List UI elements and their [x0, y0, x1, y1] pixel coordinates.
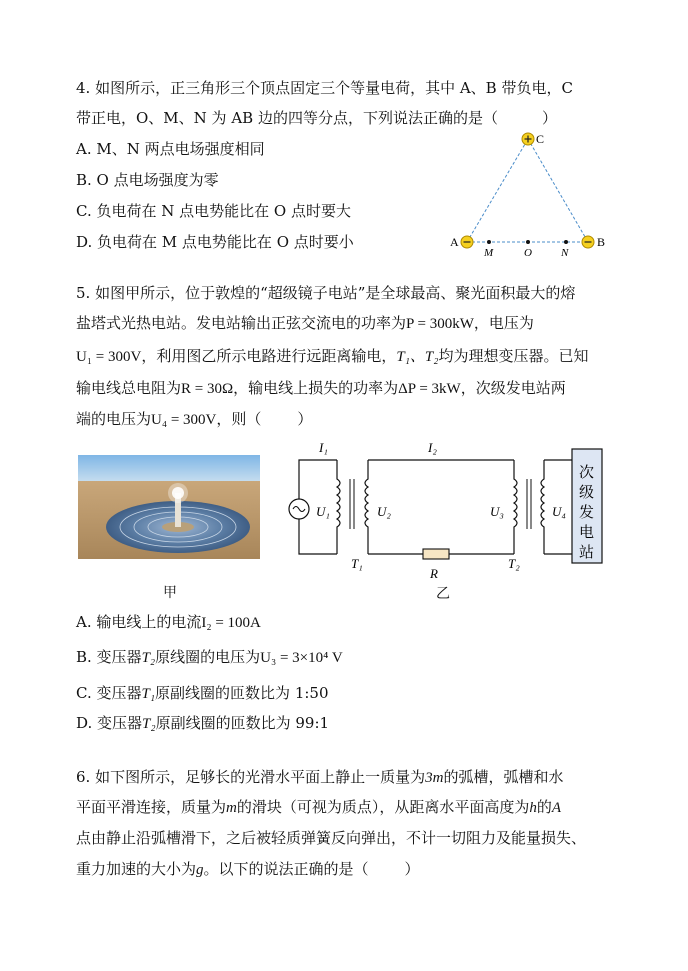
transformer-t2-core: [527, 479, 531, 529]
q5-text: 盐塔式光热电站。发电站输出正弦交流电的功率为: [76, 314, 407, 332]
q6-text: 6. 如下图所示，足够长的光滑水平面上静止一质量为: [76, 768, 426, 786]
q5-text: ，则（: [216, 410, 262, 428]
point-m: [487, 240, 491, 244]
q5-resistance-value: R = 30Ω: [181, 381, 234, 397]
label-b: B: [597, 235, 606, 249]
q5-stem-line1: 5. 如图甲所示，位于敦煌的“超级镜子电站”是全球最高、聚光面积最大的熔: [76, 284, 576, 302]
option-transformer: T₂: [141, 650, 156, 666]
q6-stem-line1: [76, 767, 563, 788]
q5-text: ，电压为: [473, 314, 534, 332]
label-t1: T₁: [351, 556, 363, 571]
label-i1: I₁: [319, 440, 328, 455]
option-text: 原副线圈的匝数比为 99:1: [155, 714, 330, 732]
q6-stem-line3: 点由静止沿弧槽滑下，之后被轻质弹簧反向弹出，不计一切阻力及能量损失、: [76, 829, 587, 847]
q4-option-d: D. 负电荷在 M 点电势能比在 O 点时要小: [76, 233, 354, 251]
label-r: R: [430, 566, 438, 581]
label-u3: U₃: [490, 504, 504, 519]
q6-text: 。以下的说法正确的是（: [203, 860, 369, 878]
station-char: 次: [579, 465, 595, 481]
q4-stem-line2: [76, 108, 557, 128]
q5-option-a: [76, 612, 261, 633]
solar-plant-photo: [78, 455, 260, 559]
q5-text: ，次级发电站两: [460, 379, 566, 397]
ac-source-icon: [289, 499, 309, 519]
q6-text: 的滑块（可视为质点），从距离水平面高度为: [236, 798, 530, 816]
q6-mass-3m: 3m: [425, 770, 444, 786]
photo-caption: 甲: [163, 585, 177, 601]
label-u4: U₄: [552, 504, 566, 519]
label-i2: I₂: [428, 440, 437, 455]
charge-c: [522, 133, 534, 145]
option-text: 原副线圈的匝数比为 1:50: [155, 684, 329, 702]
q5-option-d: [76, 713, 329, 734]
q4-stem-close: ）: [541, 109, 557, 127]
transmission-circuit: [282, 437, 612, 597]
q6-text: ）: [404, 860, 420, 878]
q6-gravity-g: g: [196, 862, 204, 878]
q5-voltage-value: U₁ = 300V: [76, 349, 142, 365]
option-text: D. 变压器: [76, 714, 143, 732]
q5-text: 端的电压为: [76, 410, 152, 428]
triangle-edges: [467, 139, 588, 242]
label-u1: U₁: [316, 504, 330, 519]
q4-option-c: C. 负电荷在 N 点电势能比在 O 点时要大: [76, 202, 351, 220]
option-math: U₃ = 3×10⁴ V: [260, 650, 343, 666]
label-c: C: [536, 132, 545, 146]
option-text: 原线圈的电压为: [155, 648, 261, 666]
q5-option-b: [76, 647, 343, 668]
solar-plant-image: [78, 455, 260, 559]
q6-text: 平面平滑连接，质量为: [76, 798, 227, 816]
q5-text: ，输电线上损失的功率为: [233, 379, 399, 397]
resistor-r: [423, 549, 449, 559]
option-transformer: T₂: [142, 716, 156, 732]
q4-triangle-figure: [440, 128, 615, 258]
station-char: 级: [579, 485, 595, 501]
q6-stem-line2: [76, 797, 561, 818]
q4-option-b: B. O 点电场强度为零: [76, 171, 219, 189]
q5-u4-value: U₄ = 300V: [151, 412, 217, 428]
charge-a: [461, 236, 473, 248]
option-transformer: T₁: [141, 686, 156, 702]
q5-text: ）: [297, 410, 313, 428]
q5-stem-line2: [76, 313, 534, 334]
label-u2: U₂: [377, 504, 391, 519]
q5-text: 输电线总电阻为: [76, 379, 182, 397]
label-m: M: [484, 247, 494, 258]
q6-stem-line4: [76, 859, 420, 880]
q6-mass-m: m: [226, 800, 237, 816]
q6-text: 的: [536, 798, 552, 816]
station-char: 电: [579, 525, 595, 541]
option-text: A. 输电线上的电流: [76, 613, 202, 631]
q6-text: 重力加速的大小为: [76, 860, 197, 878]
point-o: [526, 240, 530, 244]
point-n: [564, 240, 568, 244]
charge-b: [582, 236, 594, 248]
q5-text: ，利用图乙所示电路进行远距离输电，: [141, 347, 397, 365]
q6-height-h: h: [529, 800, 537, 816]
label-o: O: [524, 247, 532, 258]
circuit-caption: 乙: [436, 586, 450, 602]
label-a: A: [450, 235, 459, 249]
q4-stem-line1: 4. 如图所示，正三角形三个顶点固定三个等量电荷，其中 A、B 带负电，C: [76, 79, 573, 97]
q5-transformers: T₁、T₂: [396, 349, 439, 365]
q5-stem-line4: [76, 378, 566, 399]
transformer-t1-core: [350, 479, 354, 529]
label-n: N: [561, 247, 569, 258]
q6-text: 的弧槽，弧槽和水: [443, 768, 564, 786]
q4-option-a: A. M、N 两点电场强度相同: [76, 140, 265, 158]
option-text: C. 变压器: [76, 684, 142, 702]
q5-loss-value: ΔP = 3kW: [398, 381, 461, 397]
q5-power-value: P = 300kW: [406, 316, 474, 332]
station-char: 站: [579, 545, 595, 561]
q5-stem-line3: [76, 346, 589, 367]
q5-text: 均为理想变压器。已知: [438, 347, 589, 365]
option-text: B. 变压器: [76, 648, 142, 666]
q5-stem-line5: [76, 409, 312, 430]
q4-stem-text: 带正电，O、M、N 为 AB 边的四等分点，下列说法正确的是（: [76, 109, 498, 127]
q6-point-a: A: [551, 800, 562, 816]
label-t2: T₂: [508, 556, 520, 571]
q5-option-c: [76, 683, 329, 704]
option-math: I₂ = 100A: [201, 615, 261, 631]
station-char: 发: [579, 505, 595, 521]
